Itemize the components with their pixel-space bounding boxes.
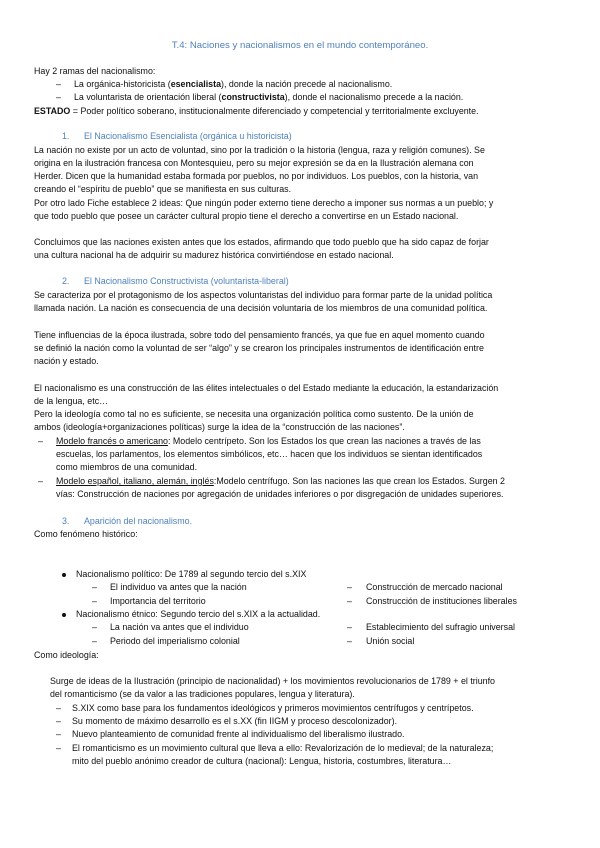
paragraph-line: del romanticismo (se da valor a las tradiciones populares, lengua y literatura). bbox=[50, 689, 355, 699]
dash-bullet: – bbox=[92, 582, 97, 592]
paragraph-line: como miembros de una comunidad. bbox=[56, 462, 198, 472]
nacionalismo-etnico: Nacionalismo étnico: Segundo tercio del s.XIX a la actualidad. bbox=[76, 609, 321, 619]
paragraph-line: Como ideología: bbox=[34, 650, 99, 660]
dash-bullet: – bbox=[56, 729, 61, 739]
paragraph-line: El nacionalismo es una construcción de las élites intelectuales o del Estado mediante la educación, la estandarización bbox=[34, 383, 499, 393]
paragraph-line: Por otro lado Fiche establece 2 ideas: Que ningún poder externo tiene derecho a imponer sus normas a un pueblo; y bbox=[34, 198, 494, 208]
list-item: El individuo va antes que la nación bbox=[110, 582, 247, 592]
list-item: Periodo del imperialismo colonial bbox=[110, 636, 240, 646]
list-item: Importancia del territorio bbox=[110, 596, 206, 606]
dash-bullet: – bbox=[92, 622, 97, 632]
paragraph-line: Como fenómeno histórico: bbox=[34, 529, 138, 539]
dash-bullet: – bbox=[347, 636, 352, 646]
list-item: Establecimiento del sufragio universal bbox=[366, 622, 515, 632]
intro-line: Hay 2 ramas del nacionalismo: bbox=[34, 66, 156, 76]
list-item: S.XIX como base para los fundamentos ideológicos y primeros movimientos centrífugos y centrípetos. bbox=[72, 703, 474, 713]
paragraph-line: se definió la nación como la voluntad de ser “algo” y se crearon los principales instrumentos de identificación entre bbox=[34, 343, 484, 353]
paragraph-line: que todo pueblo que posee un carácter cultural propio tiene el derecho a convertirse en un Estado nacional. bbox=[34, 211, 459, 221]
page-title: T.4: Naciones y nacionalismos en el mundo contemporáneo. bbox=[171, 40, 429, 51]
dash-bullet: – bbox=[56, 79, 61, 89]
paragraph-line: origina en la ilustración francesa con Montesquieu, pero su mejor expresión se da en la Ilustración alemana con bbox=[34, 158, 474, 168]
list-item: Unión social bbox=[366, 636, 415, 646]
paragraph-line: vías: Construcción de naciones por agregación de unidades inferiores o por disgregación de unidades superiores. bbox=[56, 489, 504, 499]
dash-bullet: – bbox=[38, 476, 43, 486]
paragraph-line: una cultura nacional ha de adquirir su madurez histórica convirtiéndose en estado nacional. bbox=[34, 250, 394, 260]
dash-bullet: – bbox=[38, 436, 43, 446]
dash-bullet: – bbox=[56, 716, 61, 726]
dash-bullet: – bbox=[56, 743, 61, 753]
paragraph-line: nación y estado. bbox=[34, 356, 99, 366]
paragraph-line: creando el “espíritu de pueblo” que se manifiesta en sus culturas. bbox=[34, 184, 292, 194]
model-centrifugo: Modelo español, italiano, alemán, inglés:Modelo centrífugo. Son las naciones las que crean los Estados. Surgen 2 bbox=[56, 476, 505, 486]
paragraph-line: Tiene influencias de la época ilustrada, sobre todo del pensamiento francés, ya que fue en aquel momento cuando bbox=[34, 330, 485, 340]
list-item: Su momento de máximo desarrollo es el s.XX (fin IIGM y proceso descolonizador). bbox=[72, 716, 398, 726]
paragraph-line: Se caracteriza por el protagonismo de los aspectos voluntaristas del individuo para formar parte de la unidad política bbox=[34, 290, 493, 300]
dash-bullet: – bbox=[92, 636, 97, 646]
round-bullet bbox=[62, 573, 66, 577]
dash-bullet: – bbox=[92, 596, 97, 606]
paragraph-line: escuelas, los parlamentos, los elementos simbólicos, etc… hacen que los individuos se sientan identificados bbox=[56, 449, 483, 459]
dash-bullet: – bbox=[56, 703, 61, 713]
section-1-heading: 1. El Nacionalismo Esencialista (orgánica u historicista) bbox=[62, 131, 292, 141]
section-3-heading: 3. Aparición del nacionalismo. bbox=[62, 516, 193, 526]
paragraph-line: Herder. Dicen que la humanidad estaba formada por pueblos, no por individuos. Los pueblos, con la historia, van bbox=[34, 171, 479, 181]
paragraph-line: ambos (ideología+organizaciones políticas) surge la idea de la “construcción de las naciones”. bbox=[34, 422, 405, 432]
list-item: mito del pueblo anónimo creador de cultura (nacional): Lengua, historia, costumbres, literatura… bbox=[72, 756, 452, 766]
paragraph-line: Concluimos que las naciones existen antes que los estados, afirmando que todo pueblo que ha sido capaz de forjar bbox=[34, 237, 489, 247]
dash-bullet: – bbox=[347, 582, 352, 592]
round-bullet bbox=[62, 613, 66, 617]
intro-branch-2: La voluntarista de orientación liberal (constructivista), donde el nacionalismo precede a la nación. bbox=[74, 92, 464, 102]
paragraph-line: llamada nación. La nación es consecuencia de una decisión voluntaria de los miembros de una comunidad política. bbox=[34, 303, 488, 313]
dash-bullet: – bbox=[56, 92, 61, 102]
paragraph-line: Pero la ideología como tal no es suficiente, se necesita una organización política como sustento. De la unión de bbox=[34, 409, 474, 419]
estado-definition: ESTADO = Poder político soberano, institucionalmente diferenciado y competencial y territorialmente excluyente. bbox=[34, 106, 479, 116]
list-item: Construcción de mercado nacional bbox=[366, 582, 503, 592]
model-centripeto: Modelo francés o americano: Modelo centrípeto. Son los Estados los que crean las naciones a través de las bbox=[56, 436, 481, 446]
intro-branch-1: La orgánica-historicista (esencialista), donde la nación precede al nacionalismo. bbox=[74, 79, 393, 89]
nacionalismo-politico: Nacionalismo político: De 1789 al segundo tercio del s.XIX bbox=[76, 569, 307, 579]
paragraph-line: Surge de ideas de la Ilustración (principio de nacionalidad) + los movimientos revolucionarios de 1789 + el triunfo bbox=[50, 676, 495, 686]
list-item: El romanticismo es un movimiento cultural que lleva a ello: Revalorización de lo medieval; de la naturaleza; bbox=[72, 743, 494, 753]
list-item: La nación va antes que el individuo bbox=[110, 622, 249, 632]
list-item: Construcción de instituciones liberales bbox=[366, 596, 517, 606]
section-2-heading: 2. El Nacionalismo Constructivista (voluntarista-liberal) bbox=[62, 276, 289, 286]
dash-bullet: – bbox=[347, 622, 352, 632]
dash-bullet: – bbox=[347, 596, 352, 606]
paragraph-line: de la lengua, etc… bbox=[34, 396, 109, 406]
paragraph-line: La nación no existe por un acto de voluntad, sino por la tradición o la historia (lengua, raza y religión comunes). Se bbox=[34, 145, 485, 155]
list-item: Nuevo planteamiento de comunidad frente al individualismo del liberalismo ilustrado. bbox=[72, 729, 405, 739]
